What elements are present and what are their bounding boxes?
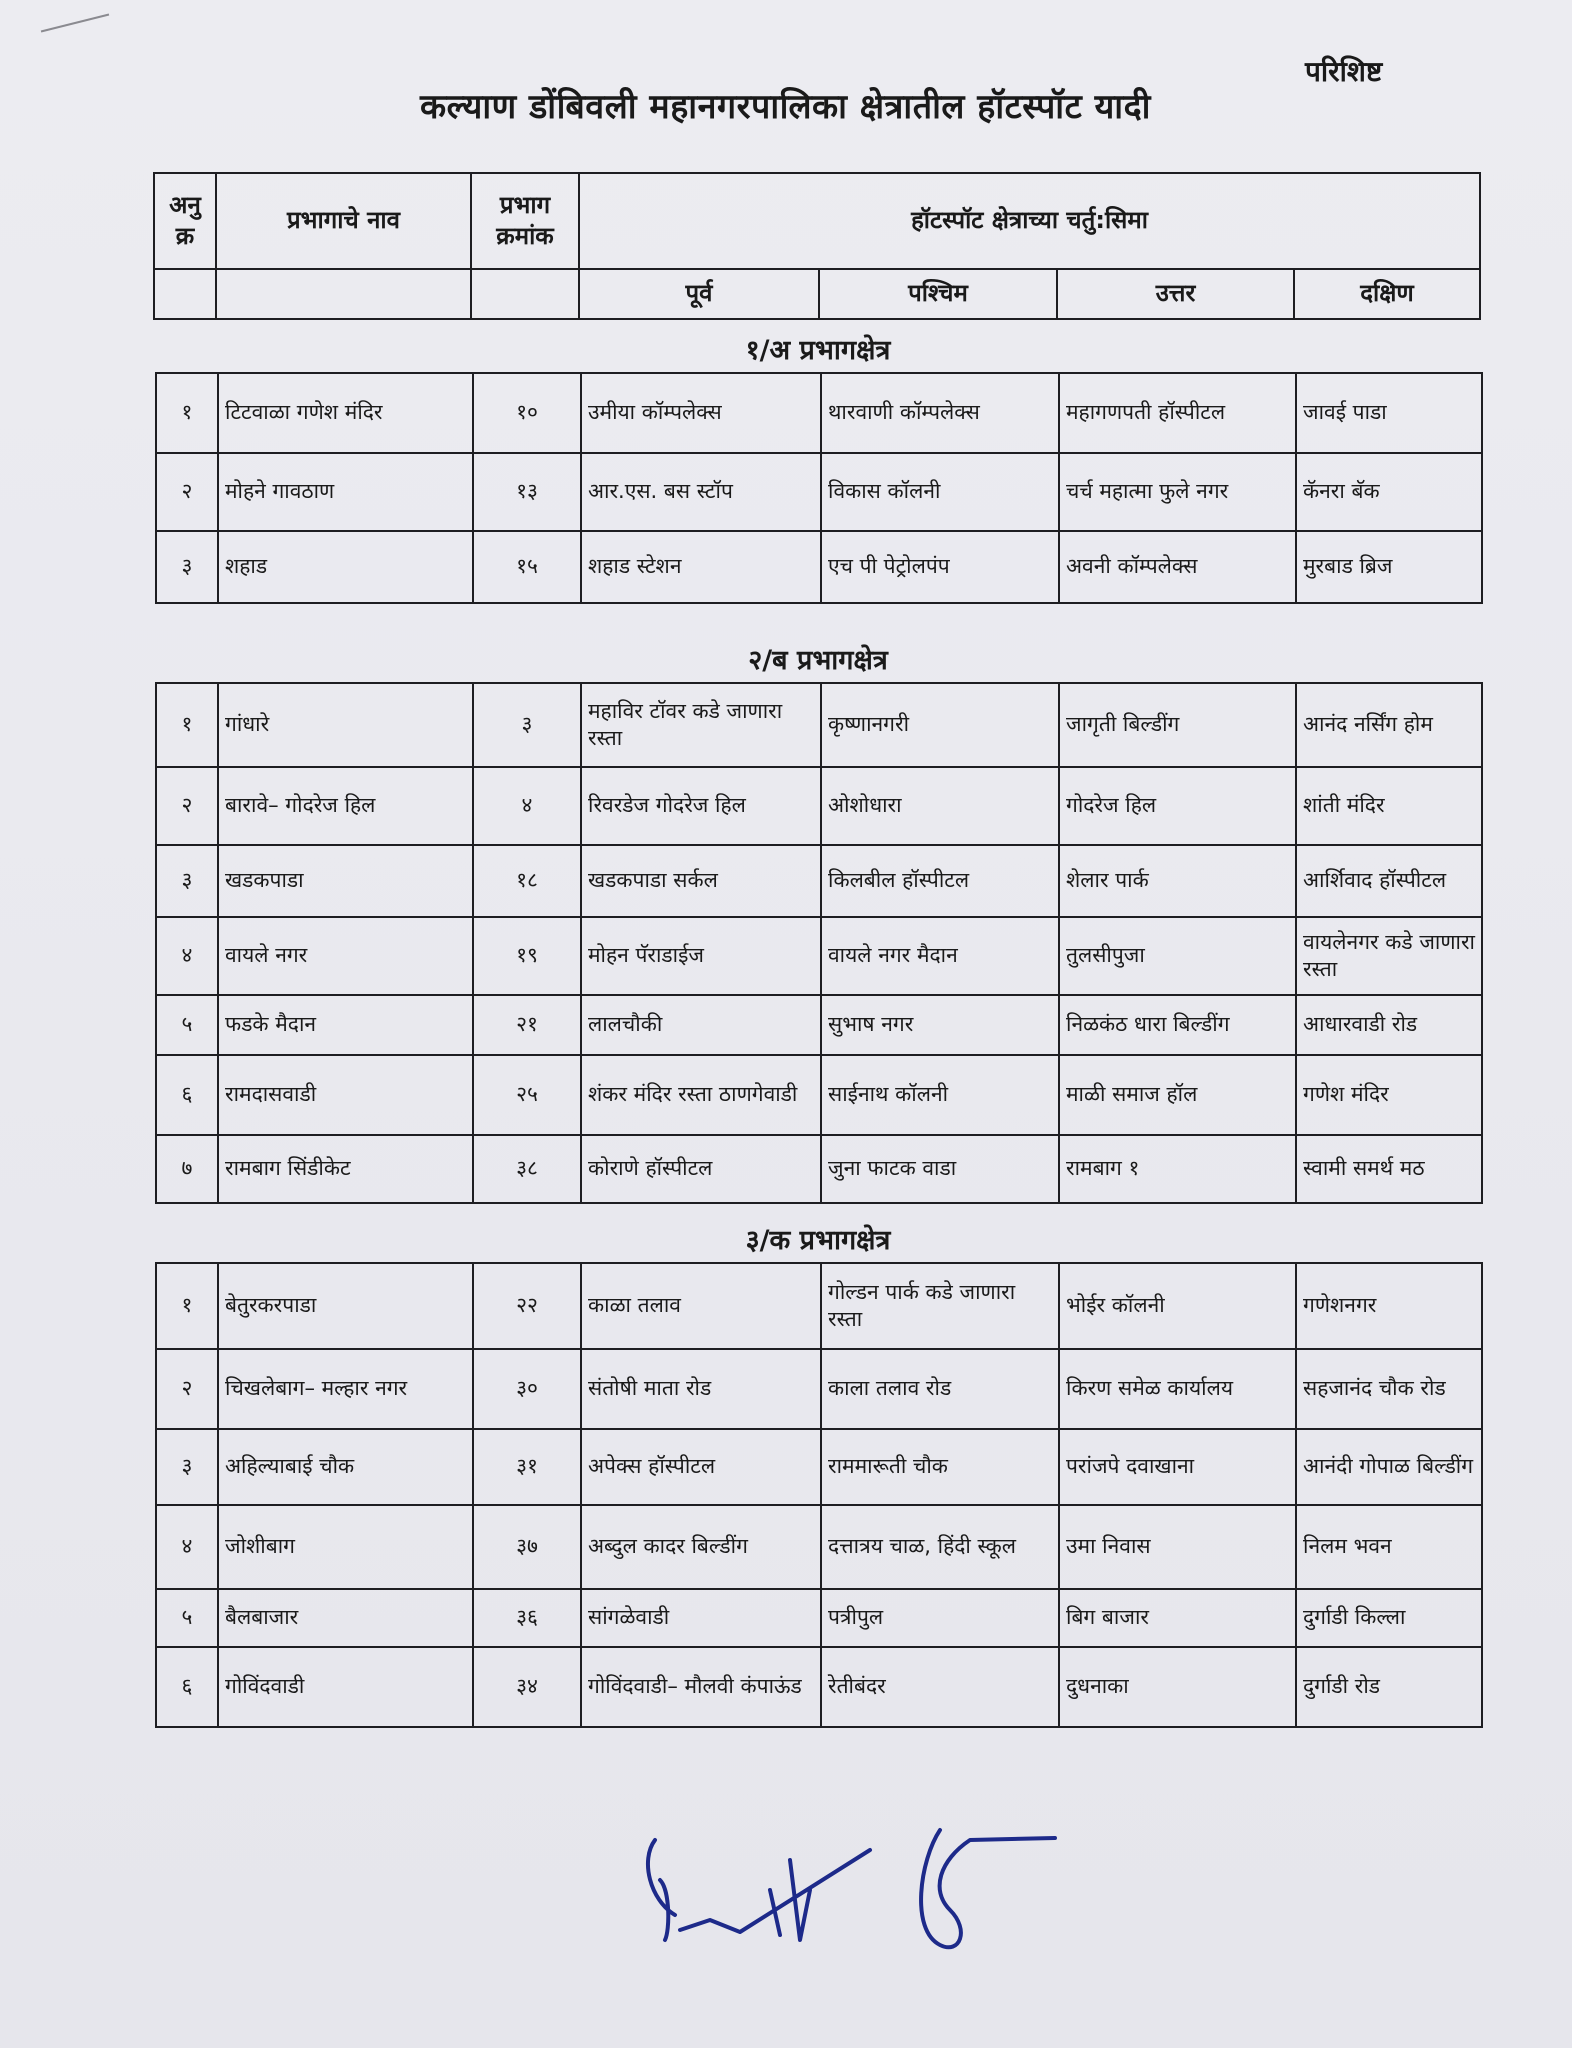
table-row: [156, 1647, 1482, 1727]
cell-no: १: [156, 683, 218, 767]
section-title: १/अ प्रभागक्षेत्र: [745, 335, 891, 366]
cell-south: सहजानंद चौक रोड: [1296, 1349, 1482, 1429]
cell-south: शांती मंदिर: [1296, 767, 1482, 845]
cell-no: ५: [156, 1589, 218, 1647]
empty-cell: [216, 269, 471, 319]
section-table: [155, 682, 1483, 1204]
cell-east: शहाड स्टेशन: [581, 531, 821, 603]
cell-south: आधारवाडी रोड: [1296, 995, 1482, 1055]
section-title: २/ब प्रभागक्षेत्र: [748, 645, 888, 676]
cell-west: गोल्डन पार्क कडे जाणारा रस्ता: [821, 1263, 1059, 1349]
cell-no: ३: [156, 1429, 218, 1505]
cell-west: पत्रीपुल: [821, 1589, 1059, 1647]
annex-label: परिशिष्ट: [1305, 55, 1383, 88]
cell-no: ४: [156, 917, 218, 995]
cell-name: चिखलेबाग– मल्हार नगर: [218, 1349, 473, 1429]
cell-north: शेलार पार्क: [1059, 845, 1296, 917]
cell-no: १: [156, 373, 218, 453]
col-sr-header: अनु क्र: [154, 173, 216, 269]
cell-north: बिग बाजार: [1059, 1589, 1296, 1647]
cell-ward: २२: [473, 1263, 581, 1349]
cell-south: गणेश मंदिर: [1296, 1055, 1482, 1135]
cell-east: उमीया कॉम्पलेक्स: [581, 373, 821, 453]
cell-south: मुरबाड ब्रिज: [1296, 531, 1482, 603]
col-boundary-header: हॉटस्पॉट क्षेत्राच्या चर्तु:सिमा: [579, 173, 1480, 269]
signature: [640, 1820, 1060, 1970]
cell-no: २: [156, 767, 218, 845]
cell-name: रामदासवाडी: [218, 1055, 473, 1135]
cell-south: गणेशनगर: [1296, 1263, 1482, 1349]
cell-ward: ३: [473, 683, 581, 767]
cell-no: ३: [156, 845, 218, 917]
cell-ward: ३०: [473, 1349, 581, 1429]
table-row: [156, 531, 1482, 603]
cell-east: अपेक्स हॉस्पीटल: [581, 1429, 821, 1505]
cell-east: लालचौकी: [581, 995, 821, 1055]
cell-east: मोहन पॅराडाईज: [581, 917, 821, 995]
cell-east: आर.एस. बस स्टॉप: [581, 453, 821, 531]
cell-north: माळी समाज हॉल: [1059, 1055, 1296, 1135]
cell-west: दत्तात्रय चाळ, हिंदी स्कूल: [821, 1505, 1059, 1589]
table-row: [156, 1429, 1482, 1505]
cell-east: अब्दुल कादर बिल्डींग: [581, 1505, 821, 1589]
page-title: कल्याण डोंबिवली महानगरपालिका क्षेत्रातील हॉटस्पॉट यादी: [420, 87, 1151, 127]
cell-west: वायले नगर मैदान: [821, 917, 1059, 995]
cell-ward: १३: [473, 453, 581, 531]
cell-west: थारवाणी कॉम्पलेक्स: [821, 373, 1059, 453]
cell-west: रेतीबंदर: [821, 1647, 1059, 1727]
cell-west: साईनाथ कॉलनी: [821, 1055, 1059, 1135]
cell-north: दुधनाका: [1059, 1647, 1296, 1727]
cell-south: जावई पाडा: [1296, 373, 1482, 453]
cell-south: निलम भवन: [1296, 1505, 1482, 1589]
col-west-header: पश्चिम: [819, 269, 1057, 319]
cell-name: जोशीबाग: [218, 1505, 473, 1589]
cell-north: अवनी कॉम्पलेक्स: [1059, 531, 1296, 603]
cell-no: २: [156, 453, 218, 531]
cell-name: खडकपाडा: [218, 845, 473, 917]
cell-name: बेतुरकरपाडा: [218, 1263, 473, 1349]
table-row: [156, 1349, 1482, 1429]
cell-south: दुर्गाडी रोड: [1296, 1647, 1482, 1727]
cell-ward: ३७: [473, 1505, 581, 1589]
cell-north: तुलसीपुजा: [1059, 917, 1296, 995]
cell-name: गांधारे: [218, 683, 473, 767]
table-row: [156, 453, 1482, 531]
cell-north: महागणपती हॉस्पीटल: [1059, 373, 1296, 453]
empty-cell: [471, 269, 579, 319]
cell-ward: ४: [473, 767, 581, 845]
table-row: [156, 1055, 1482, 1135]
table-row: [156, 1589, 1482, 1647]
cell-name: गोविंदवाडी: [218, 1647, 473, 1727]
section-table: [155, 1262, 1483, 1728]
cell-west: राममारूती चौक: [821, 1429, 1059, 1505]
cell-ward: २१: [473, 995, 581, 1055]
cell-south: दुर्गाडी किल्ला: [1296, 1589, 1482, 1647]
cell-ward: १९: [473, 917, 581, 995]
cell-north: रामबाग १: [1059, 1135, 1296, 1203]
cell-no: १: [156, 1263, 218, 1349]
cell-name: रामबाग सिंडीकेट: [218, 1135, 473, 1203]
cell-south: आर्शिवाद हॉस्पीटल: [1296, 845, 1482, 917]
table-row: [156, 917, 1482, 995]
cell-ward: ३४: [473, 1647, 581, 1727]
cell-north: निळकंठ धारा बिल्डींग: [1059, 995, 1296, 1055]
cell-name: वायले नगर: [218, 917, 473, 995]
table-row: [156, 1135, 1482, 1203]
cell-north: जागृती बिल्डींग: [1059, 683, 1296, 767]
header-table: [153, 172, 1481, 320]
cell-no: ३: [156, 531, 218, 603]
cell-west: सुभाष नगर: [821, 995, 1059, 1055]
cell-south: आनंद नर्सिंग होम: [1296, 683, 1482, 767]
cell-name: मोहने गावठाण: [218, 453, 473, 531]
cell-south: वायलेनगर कडे जाणारा रस्ता: [1296, 917, 1482, 995]
col-north-header: उत्तर: [1057, 269, 1294, 319]
cell-ward: १५: [473, 531, 581, 603]
col-east-header: पूर्व: [579, 269, 819, 319]
cell-north: किरण समेळ कार्यालय: [1059, 1349, 1296, 1429]
table-row: [156, 767, 1482, 845]
cell-no: ६: [156, 1055, 218, 1135]
table-row: [156, 995, 1482, 1055]
cell-name: बारावे– गोदरेज हिल: [218, 767, 473, 845]
cell-west: जुना फाटक वाडा: [821, 1135, 1059, 1203]
cell-east: संतोषी माता रोड: [581, 1349, 821, 1429]
cell-south: स्वामी समर्थ मठ: [1296, 1135, 1482, 1203]
cell-no: ४: [156, 1505, 218, 1589]
cell-ward: १८: [473, 845, 581, 917]
cell-name: शहाड: [218, 531, 473, 603]
table-row: [156, 373, 1482, 453]
cell-east: रिवरडेज गोदरेज हिल: [581, 767, 821, 845]
cell-ward: ३८: [473, 1135, 581, 1203]
cell-west: काला तलाव रोड: [821, 1349, 1059, 1429]
cell-west: किलबील हॉस्पीटल: [821, 845, 1059, 917]
cell-name: बैलबाजार: [218, 1589, 473, 1647]
cell-north: गोदरेज हिल: [1059, 767, 1296, 845]
cell-west: एच पी पेट्रोलपंप: [821, 531, 1059, 603]
cell-north: चर्च महात्मा फुले नगर: [1059, 453, 1296, 531]
cell-no: २: [156, 1349, 218, 1429]
table-row: [156, 683, 1482, 767]
cell-name: फडके मैदान: [218, 995, 473, 1055]
table-row: [156, 845, 1482, 917]
pen-mark: [41, 14, 109, 33]
cell-no: ६: [156, 1647, 218, 1727]
cell-south: आनंदी गोपाळ बिल्डींग: [1296, 1429, 1482, 1505]
cell-east: गोविंदवाडी– मौलवी कंपाऊंड: [581, 1647, 821, 1727]
cell-name: टिटवाळा गणेश मंदिर: [218, 373, 473, 453]
cell-ward: ३१: [473, 1429, 581, 1505]
col-name-header: प्रभागाचे नाव: [216, 173, 471, 269]
cell-east: महाविर टॉवर कडे जाणारा रस्ता: [581, 683, 821, 767]
section-table: [155, 372, 1483, 604]
cell-east: शंकर मंदिर रस्ता ठाणगेवाडी: [581, 1055, 821, 1135]
cell-north: भोईर कॉलनी: [1059, 1263, 1296, 1349]
section-title: ३/क प्रभागक्षेत्र: [745, 1225, 891, 1256]
cell-west: कृष्णानगरी: [821, 683, 1059, 767]
cell-no: ५: [156, 995, 218, 1055]
cell-east: सांगळेवाडी: [581, 1589, 821, 1647]
empty-cell: [154, 269, 216, 319]
cell-north: परांजपे दवाखाना: [1059, 1429, 1296, 1505]
cell-east: कोराणे हॉस्पीटल: [581, 1135, 821, 1203]
cell-north: उमा निवास: [1059, 1505, 1296, 1589]
cell-ward: १०: [473, 373, 581, 453]
cell-east: काळा तलाव: [581, 1263, 821, 1349]
col-south-header: दक्षिण: [1294, 269, 1480, 319]
cell-south: कॅनरा बॅक: [1296, 453, 1482, 531]
cell-east: खडकपाडा सर्कल: [581, 845, 821, 917]
cell-name: अहिल्याबाई चौक: [218, 1429, 473, 1505]
table-row: [156, 1505, 1482, 1589]
cell-west: ओशोधारा: [821, 767, 1059, 845]
col-ward-header: प्रभाग क्रमांक: [471, 173, 579, 269]
cell-west: विकास कॉलनी: [821, 453, 1059, 531]
cell-ward: ३६: [473, 1589, 581, 1647]
cell-ward: २५: [473, 1055, 581, 1135]
table-row: [156, 1263, 1482, 1349]
cell-no: ७: [156, 1135, 218, 1203]
